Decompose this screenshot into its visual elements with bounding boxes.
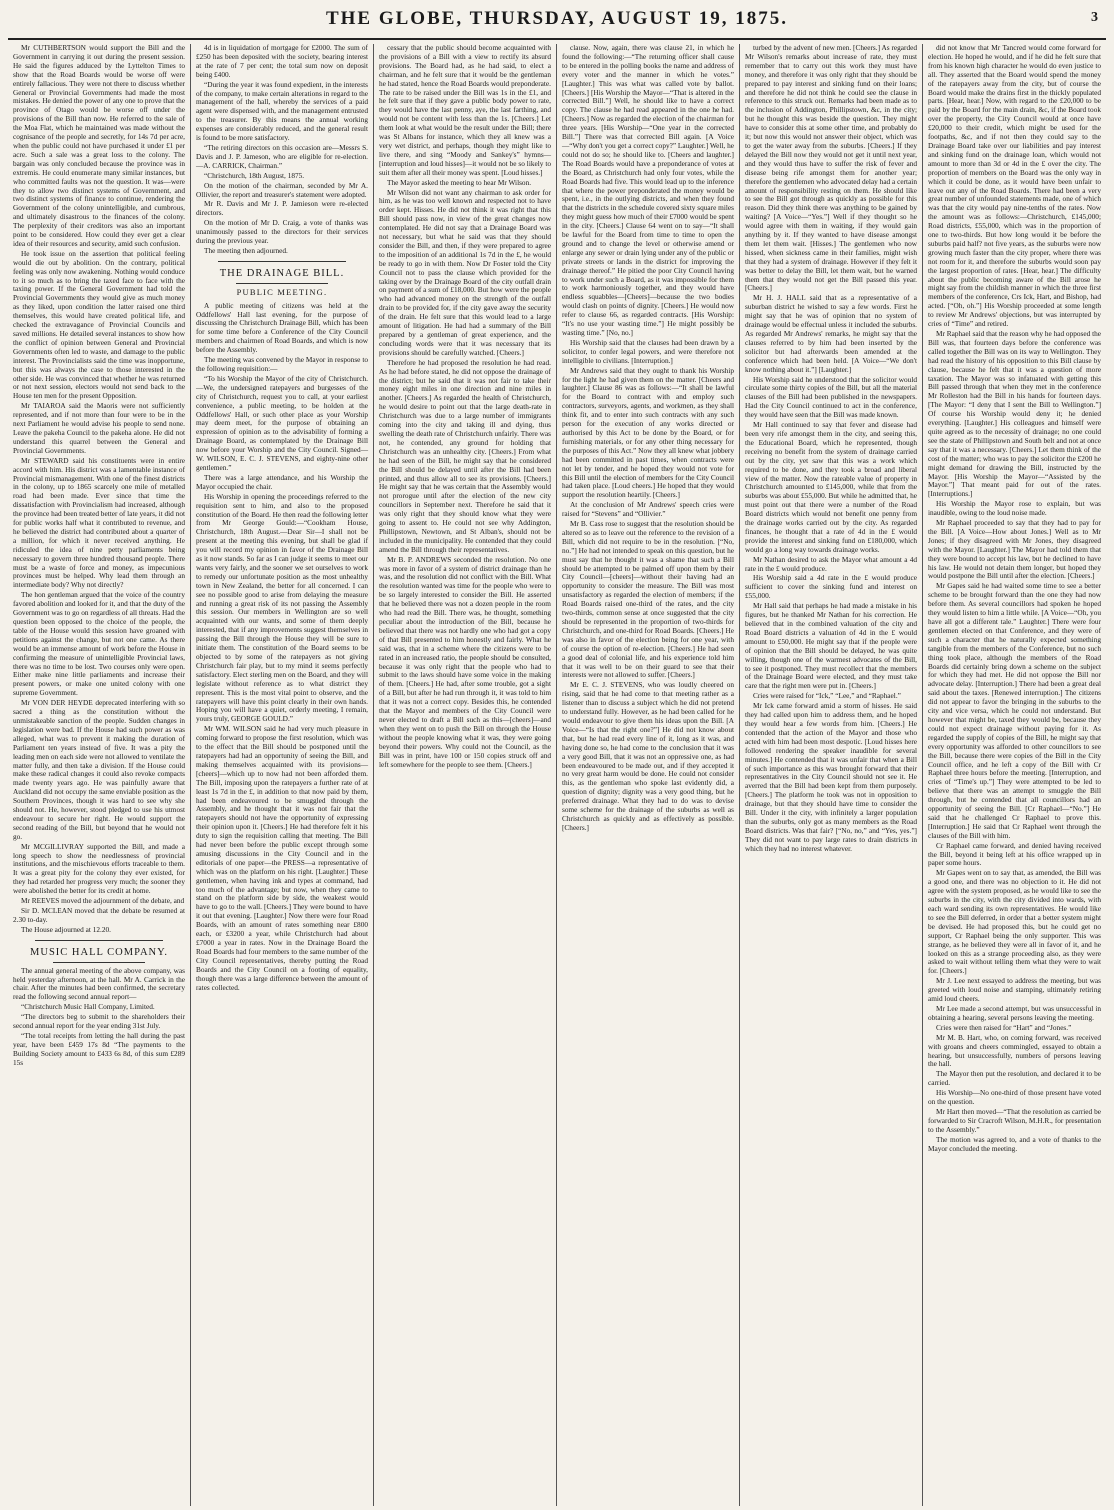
paragraph: His Worship—No one-third of those present have voted on the question.: [928, 1088, 1101, 1107]
paragraph: Therefore he had proposed the resolution he had read. As he had before stated, he did not oppose the drainage of the district; but he said that it was not fair to take their money eight miles in one direction and nine miles in another. [Cheers.] As regarded the health of Christchurch, he would desire to point out that the large death-rate in Christchurch was due to a large number of immigrants coming into the city and taking ill and dying, thus swelling the death rate of Christchurch unfairly. There was not, he contended, any ground for holding that Christchurch was an unhealthy city. [Cheers.] From what he had seen of the Bill, he might say that he considered the Bill should be delayed until after the Bill had been printed, and thus allow all to see its provisions. [Cheers.] He might say that he was certain that the Assembly would not prorogue until after the election of the new city councillors in September next. Therefore he said that it was only right that they should know what they were going to assent to. He could not see why Addington, Phillipstown, Newtown, and St Alban's, should not be included in the municipality. He contended that they could amend the Bill through their representatives.: [379, 357, 551, 554]
paragraph: Mr Raphael said that the reason why he had opposed the Bill was, that fourteen days before the conference was called together the Bill was on its way to Wellington. They had read the history of his opposition to this Bill clause by clause, because he felt that it was a question of more taxation. The Mayor was so infatuated with getting this Bill passed through that when they met in the conference Mr Rolleston had the Bill in his hands for fourteen days. [The Mayor: “I deny that I sent the Bill to Wellington.”] Of course his Worship would deny it; he denied everything. [Laughter.] His colleagues and himself were quite agreed as to the necessity of drainage; no one could see the state of Phillipstown and South belt and not at once say that it was a necessary. [Cheers.] Let them think of the cost of the matter; who was to pay the solicitor the £200 he might demand for drawing the Bill, instructed by the Mayor. [His Worship the Mayor—“Assisted by the Mayor.”] That meant paid for out of the rates. [Interruptions.]: [928, 329, 1101, 499]
paragraph: Mr Hall said that perhaps he had made a mistake in his figures, but he thanked Mr Nathan for his correction. He believed that in the combined valuation of the city and Road Board districts a valuation of 4d in the £ would amount to £50,000. He might say that if the people were of opinion that the Bill should be delayed, he was quite willing, though one of the warmest advocates of the Bill, to see it postponed. They must recollect that the members of the Drainage Board were elected, and they must take care that the right men were put in. [Cheers.]: [745, 601, 917, 691]
drainage-bill-article-continued: [379, 44, 551, 769]
newspaper-columns: [8, 44, 1106, 1506]
column-3: [374, 44, 557, 1506]
paragraph: Mr Gapes went on to say that, as amended, the Bill was a good one, and there was no objection to it. He did not agree with the system proposed, as he would like to see the suburbs in the city, with the city divided into wards, with each ward sending its own representatives. He would like to see the Bill deferred, in order that a better system might be devised. He had proposed this, but he could get no support, Cr Raphael being the only supporter. This was strange, as he believed they were all in favor of it, and he looked on this as a strange proceeding also, as they were asked to wait without telling them what they were to wait for. [Cheers.]: [928, 868, 1101, 976]
paragraph: “The total receipts from letting the hall during the past year, have been £459 17s 8d “The payments to the Building Society amount to £433 6s 8d, of this sum £289 15s: [13, 1030, 185, 1067]
paragraph: Mr CUTHBERTSON would support the Bill and the Government in carrying it out during the present session. He said the figures adduced by the Lyttelton Times to show that the Road Boards would be worse off were entirely fallacious. They were not there to discuss whether General or Provincial Governments had made the most mistakes. He denied the power of any one to prove that the province of Otago would be worse off under the provisions of the Bill than now. He referred to the sale of the Moa Flat, which he maintained was made without the cognisance of the people and secretly, for 14s 7d per acre, when the public could not have purchased it under £1 per acre. Such a sale was a great loss to the colony. The bargain was only concluded because the province was in extremis. He could enumerate many similar instances, but who committed faults was not the question. It was—were they to allow two distinct systems of Government, and two distinct systems of finance to continue, rendering the Government of the colony unintelligible, and cumbrous, and ultimately disastrous to the finances of the colony. The perplexity of their creditors was also an important point to be considered. How could they ever get a clear idea of their resources and security, amid such confusion.: [13, 44, 185, 248]
paragraph: The Mayor then put the resolution, and declared it to be carried.: [928, 1069, 1101, 1088]
drainage-bill-heading: THE DRAINAGE BILL.: [219, 267, 345, 279]
music-hall-heading: MUSIC HALL COMPANY.: [30, 946, 168, 958]
paragraph: Mr R. Davis and Mr J. P. Jamieson were re-elected directors.: [196, 199, 368, 218]
paragraph: The hon gentleman argued that the voice of the country favored abolition and looked for it, and that the duty of the Government was to go on regardless of all threats. Had the question been opposed to the choice of the people, the table of the House would this session have groaned with petitions against the change, but not one came. As there would be an immense amount of work before the House in confirming the measure of unintelligible Provincial laws, there was no time to be lost. Two courses only were open. Either make nine little parliaments and increase their present powers, or make one united colony with one supreme Government.: [13, 590, 185, 698]
paragraph: Mr M. B. Hart, who, on coming forward, was received with groans and cheers commingled, essayed to obtain a hearing, but unsuccessfully, numbers of persons leaving the hall.: [928, 1032, 1101, 1069]
paragraph: Mr Hart then moved—“That the resolution as carried be forwarded to Sir Cracroft Wilson, M.H.R., for presentation to the Assembly.”: [928, 1106, 1101, 1134]
paragraph: There was a large attendance, and his Worship the Mayor occupied the chair.: [196, 472, 368, 491]
drainage-bill-article-continued: [928, 44, 1101, 1153]
drainage-bill-article: [196, 302, 368, 993]
column-2: [191, 44, 374, 1506]
paragraph: Mr VON DER HEYDE deprecated interfering with so sacred a thing as the constitution without the unmistakeable sanction of the people. Sudden changes in legislation were bad. If the House had such power as was alleged, what was to prevent it making the duration of Parliament ten years instead of five. It was a pity the leading men on each side were not allowed to ventilate the matter fully, and then take a division. If the House could make these radical changes it could also revoke compacts made twenty years ago. He was painfully aware that Auckland did not occupy the same enviable position as the Southern Provinces, though it was hard to see why she should not. He, however, stood pledged to use his utmost endeavour to secure her right. He would support the second reading of the Bill, but beyond that he would not go.: [13, 698, 185, 841]
section-rule: [35, 940, 163, 941]
heading-rule: [236, 283, 328, 284]
paragraph: His Worship in opening the proceedings referred to the requisition sent to him, and also to the proposed constitution of the Board. He then read the following letter from Mr George Gould:—“Cookham House, Christchurch, 18th August.—Dear Sir—I shall not be present at the meeting this evening, but shall be glad if you will record my opinion in favor of the Drainage Bill as it now stands. So far as I can judge it seems to meet our wants very fairly, and the sooner we set ourselves to work to remedy our unfortunate position as the most unhealthy town in New Zealand, the better for all concerned. I can see no possible good to arise from delaying the measure and running a great risk of its not passing the Assembly this session. Our members in Wellington are so well acquainted with our wants, and some of them deeply interested, that if any improvements suggest themselves in passing the Bill through the House they will be sure to initiate them. The constitution of the Board seems to be objected to by some of the ratepayers as not giving Christchurch fair play, but to my mind it seems perfectly satisfactory. Elect sterling men on the Board, and they will legislate without reference as to what district they represent. This is the most vital point to observe, and the ratepayers will have this point clearly in their own hands. Hoping you will have a quiet, orderly meeting, I remain, yours truly, GEORGE GOULD.”: [196, 491, 368, 724]
page-number: 3: [1091, 10, 1098, 25]
paragraph: Cr Raphael came forward, and denied having received the Bill, beyond it being left at his office wrapped up in paper some hours.: [928, 840, 1101, 868]
paragraph: His Worship said he understood that the solicitor would circulate some thirty copies of the Bill, but all the material clauses of the Bill had been published in the newspapers. Had the City Council continued to act in the conference, they would have seen that the Bill was made known.: [745, 374, 917, 420]
paragraph: Mr H. J. HALL said that as a representative of a suburban district he wished to say a few words. First he might say that he was of opinion that no system of drainage would be effectual unless it included the suburbs. As regarded Mr Andrews' remarks, he might say that the clauses referred to by him had been inserted by the solicitor but had afterwards been amended at the conference which had been held. [A Voice—“We don't know nothing about it.”] [Laughter.]: [745, 293, 917, 374]
paragraph: Mr Wilson did not want any chairman to ask order for him, as he was too well known and respected not to have order kept. Hisses. He did not think it was right that this Bill should pass now, in view of the great changes now contemplated. He did not say that a Drainage Board was not necessary, but what he said was that they should consider the Bill, and then, if they were prepared to agree to the imposition of an additional 1s 7d in the £, he would be ready to go in with them. Now Dr Foster told the City Council not to pass the clause which provided for the taking over by the Drainage Board of the city outfall drain on payment of a sum of £18,000. But how were the people who had advanced money on the strength of the outfall drain to be provided for, if the city gave away the security of the drain. He felt sure that this would lead to a large amount of litigation. He had had a summary of the Bill prepared by a gentleman of great experience, and the concluding words were that it was necessary that its provisions should be carefully watched. [Cheers.]: [379, 187, 551, 357]
heading-rule: [53, 962, 145, 963]
column-6: [923, 44, 1106, 1506]
paragraph: The meeting then adjourned.: [204, 245, 288, 255]
paragraph: “Christchurch Music Hall Company, Limited.: [21, 1002, 155, 1012]
paragraph: He took issue on the assertion that political feeling would die out by abolition. On the contrary, political feeling was only now awakening. Nothing would conduce to it so much as to bring the taxed face to face with the taxing power. If the General Government had told the Provincial Governments they would give as much money as they liked, upon condition the latter raised one third themselves, this would have created political life, and checked the extravagance of Provincial Councils and saved millions. He detailed several instances to show how the conflict of opinion between General and Provincial Governments often led to waste, and damage to the public interest. The Provincialists said the time was inopportune, but this was always the case to those interested in the other side. He was convinced that whether he was returned or not next session, electors would not send back to the House ten men for the present Opposition.: [13, 248, 185, 401]
paragraph: On the motion of the chairman, seconded by Mr A. Ollivier, the report and treasurer's statement were adopted.: [196, 180, 368, 199]
paragraph: His Worship said that the clauses had been drawn by a solicitor, to confer legal powers, and were therefore not intelligible to civilians. [Interruption.]: [562, 337, 734, 365]
paragraph: cessary that the public should become acquainted with the provisions of a Bill with a view to rectify its absurd provisions. The Board had, as he had said, to elect a chairman, and he felt sure that it would be the gentleman he had stated, hence the Road Boards would preponderate. The rate to be raised under the Bill was 1s in the £1, and he felt sure that if they gave a public body power to rate, they would have the last penny, aye, the last farthing, and would not be content with less than the 1s. [Cheers.] Let them look at what would be the result under the Bill; there was St Albans for instance, which they all knew was a very wet district, and perhaps, though they might like to live there, and sing “Moody and Sankey's” hymns—[interruption and loud hisses]—it would not be so likely to suit them after all their money was spent. [Loud hisses.]: [379, 44, 551, 177]
paragraph: Cries were raised for “Ick,” “Lee,” and “Raphael.”: [753, 691, 901, 701]
paragraph: “To his Worship the Mayor of the city of Christchurch.—We, the undersigned ratepayers and burgesses of the city of Christchurch, request you to call, at your earliest convenience, a public meeting, to be holden at the Oddfellows' Hall, or such other place as your Worship may deem meet, for the purpose of obtaining an expression of opinion as to the advisability of forming a Drainage Board, as contemplated by the Drainage Bill now before your Worship and the City Council. Signed—W. WILSON, E. C. J. STEVENS, and eighty-nine other gentlemen.”: [196, 373, 368, 472]
paragraph: Sir D. MCLEAN moved that the debate be resumed at 2.30 to-day.: [13, 906, 185, 924]
paragraph: Mr WM. WILSON said he had very much pleasure in coming forward to propose the first resolution, which was to the effect that the Bill should be postponed until the ratepayers had had an opportunity of seeing the Bill, and making themselves acquainted with its provisions—[cheers]—which up to now had not been afforded them. The Bill, imposing upon the ratepayers a further rate of at least 1s 7d in the £, in addition to that now paid by them, had been endeavoured to be smuggled through the Assembly, and he thought that it was not fair that the ratepayers should not have the opportunity of expressing their opinion upon it. [Cheers.] He had therefore felt it his duty to sign the requisition calling that meeting. The Bill had never been before the public except through some amusing discussions in the City Council and in the editorials of one paper—the PRESS—a representative of which was on the platform on his right. [Laughter.] These gentlemen, when having ink and types at command, had too much of the advantage; but now, when they came to stand on the platform side by side, the weakest would have to go to the wall. [Cheers.] They were bound to have it out that evening. [Laughter.] Now there were four Road Boards, with an amount of rates something near £800 each, or £3200 a year, while Christchurch had about £7000 a year in rates. Now in the Drainage Board the Road Boards had four members to the same number of the City Council representatives, thereby putting the Road Boards and the City Council on a footing of equality, though there was a large difference between the amount of rates collected.: [196, 724, 368, 992]
paragraph: Mr TAIAROA said the Maoris were not sufficiently represented, and if not more than four were to be in the next Parliament he would advise his people to send none. Leave the pakeha Council to the pakeha alone. He did not understand this quarrel between the General and Provincial Governments.: [13, 401, 185, 455]
masthead-rule: [8, 38, 1106, 40]
paragraph: Mr Hall continued to say that fever and disease had been very rife amongst them in the city, and seeing this, the Educational Board, which he represented, though receiving no benefit from the system of drainage carried out by the city, yet saw that this was a work which required to be done, and they took a broad and liberal view of the matter. Now the rateable value of property in Christchurch amounted to £145,000, while that from the suburbs was about £55,000. But while he admitted that, he must point out that there were a number of the Road Board districts which would not benefit one penny from the drainage works carried out by the city. As regarded finances, he thought that a rate of 4d in the £ would provide the interest and sinking fund on £180,000, which would go a long way towards drainage works.: [745, 420, 917, 554]
newspaper-title: THE GLOBE, THURSDAY, AUGUST 19, 1875.: [325, 8, 789, 29]
paragraph: Mr MCGILLIVRAY supported the Bill, and made a long speech to show the needlessness of provincial institutions, and the mischievous efforts traceable to them. It was a great pity for the colony they ever existed, for they had retarded her progress very much; the sooner they were abolished the better for its credit at home.: [13, 841, 185, 896]
paragraph: On the motion of Mr D. Craig, a vote of thanks was unanimously passed to the directors for their services during the previous year.: [196, 218, 368, 246]
paragraph: “The directors beg to submit to the shareholders their second annual report for the year ending 31st July.: [13, 1012, 185, 1031]
paragraph: Cries were then raised for “Hart” and “Jones.”: [936, 1022, 1072, 1032]
paragraph: Mr REEVES moved the adjournment of the debate, and: [21, 896, 185, 906]
paragraph: The meeting was convened by the Mayor in response to the following requisition:—: [196, 355, 368, 373]
paragraph: 4d is in liquidation of mortgage for £2000. The sum of £250 has been deposited with the society, bearing interest at the rate of 7 per cent; the total sum now on deposit being £400.: [196, 44, 368, 79]
paragraph: did not know that Mr Tancred would come forward for election. He hoped he would, and if he did he felt sure that from his known high character he would do even justice to all. They asserted that the Board would spend the money of the ratepayers away from the city, but of course the Board would make the drains first in the thickly populated parts. [Hear, hear.] Now, with regard to the £20,000 to be paid by the Board for the main drain, &c, if the Board took over the property, the City Council would at once have £20,000 to their credit, which might be used for the footpaths, &c, and if not then they could say to the Drainage Board take over our liabilities and pay interest and sinking fund on the drainage loan, which would not amount to more than 3d or 4d in the £ over the city. The proportion of members on the Board was the only way in which it could be done, as it would have been unfair to leave out any of the Road Boards. There had been a very great number of unfounded statements made, one of which was that the city would pay nine-tenths of the rates. Now the amount was as follows:—Christchurch, £145,000; Road districts, £55,000, which was in the proportion of one to two-thirds. But how long would it be before the suburbs paid half? not five years, as the suburbs were now growing much faster than the city proper, where there was not room for it, and therefore the suburbs would soon pay the largest proportion of rates. [Hear, hear.] The difficulty about the public becoming aware of the Bill arose he might say from the childish manner in which the three first members of the conference, Crs Ick, Hart, and Bishop, had acted. [“Oh, oh.”] His Worship proceeded at some length to review Mr Andrews' objections, but was interrupted by cries of “Time” and retired.: [928, 44, 1101, 329]
drainage-bill-article-continued: [562, 44, 734, 833]
paragraph: Mr Raphael proceeded to say that they had to pay for the Bill. [A Voice—How about Jones.] Well as to Mr Jones; if they disagreed with Mr Jones, they disagreed with the Mayor. [Laughter.] The Mayor had told them that they were bound to accept his law, but he declined to have his law. He would not detain them longer, but hoped they would postpone the Bill until after the election. [Cheers.]: [928, 518, 1101, 581]
drainage-bill-article-continued: [745, 44, 917, 854]
paragraph: Mr Lee made a second attempt, but was unsuccessful in obtaining a hearing, several persons leaving the meeting.: [928, 1003, 1101, 1022]
paragraph: Mr E. C. J. STEVENS, who was loudly cheered on rising, said that he had come to that meeting rather as a listener than to discuss a subject which he did not pretend to understand fully. However, as he had been called for he would endeavour to give them his ideas upon the Bill. [A Voice—“Is that the right one?”] He did not know about that, but he had read every line of it, long as it was, and having done so, he had come to the conclusion that it was a very good Bill, that it was not an oppressive one, as had been endeavoured to be made out, and if they accepted it no very great harm would be done. He could not consider this, as the gentleman who spoke last evidently did, a question of dignity; dignity was a very good thing, but he preferred drainage. What they had to do was to devise some scheme for the drainage of the suburbs as well as Christchurch as quickly and as effectively as possible. [Cheers.]: [562, 680, 734, 832]
paragraph: The House adjourned at 12.20.: [21, 924, 111, 934]
paragraph: At the conclusion of Mr Andrews' speech cries were raised for “Stevens” and “Ollivier.”: [562, 500, 734, 519]
paragraph: Mr Nathan desired to ask the Mayor what amount a 4d rate in the £ would produce.: [745, 554, 917, 573]
column-4: [557, 44, 740, 1506]
music-hall-article-continued: [196, 44, 368, 256]
column-1: [8, 44, 191, 1506]
paragraph: Mr Andrews said that they ought to thank his Worship for the light he had given them on the matter. [Cheers and laughter.] Clause 86 was as follows:—“It shall be lawful for the Board to contract with and employ such contractors, surveyors, agents, and workmen, as they shall think fit, and to enter into such contracts with any such person for the execution of any works directed or authorised by this Act to be done by the Board, or for furnishing materials, or for any other thing necessary for the purposes of this Act.” Now they all knew what jobbery had been committed in past times, when contracts were not let by tender, and he hoped they would not vote for this Bill until the election of members for the City Council had taken place. [Loud cheers.] He hoped that they would support the resolution heartily. [Cheers.]: [562, 365, 734, 500]
section-rule: [218, 261, 346, 262]
paragraph: The annual general meeting of the above company, was held yesterday afternoon, at the hall. Mr A. Carrick in the chair. After the minutes had been confirmed, the secretary read the following second annual report—: [13, 965, 185, 1002]
paragraph: “The retiring directors on this occasion are—Messrs S. Davis and J. P. Jameson, who are eligible for re-election.—A. CARRICK, Chairman.”: [196, 142, 368, 170]
paragraph: Mr Gapes said he had waited some time to see a better scheme to be brought forward than the one they had now before them. As several councillors had spoken he hoped they would listen to him a little while. [A Voice—“Oh, you have all got a different tale.” Laughter.] There were four gentlemen elected on that Conference, and they were of such a character that he naturally expected something tangible from the members of the Conference, but no such thing took place, although the members of the Road Boards did certainly bring down a scheme on the subject for which they had met. He did not oppose the Bill nor advocate delay. [Interruption.] There had been a great deal said about the taxes. [Renewed interruption.] The citizens did not appear to favor the bringing in the suburbs to the city and vice versa, which he could not understand. But however that might be, taxed they would be, because they could not expect drainage without paying for it. As regarded the supply of copies of the Bill, he might say that every opportunity was afforded to other councillors to see the Bill, because there were copies of the Bill in the City Council office, and he left a copy of the Bill with Cr Raphael three hours before the meeting. [Interruption, and cries of “Time's up.”] They were attempted to be led to believe that there was an attempt to smuggle the Bill through, but he contended that all councillors had an opportunity of seeing the Bill. [Cr Raphael—“No.”] He said that he challenged Cr Raphael to prove this. [Interruption.] He said that Cr Raphael went through the clauses of the Bill with him.: [928, 581, 1101, 840]
paragraph: The Mayor asked the meeting to hear Mr Wilson.: [387, 177, 532, 187]
paragraph: Mr J. Lee next essayed to address the meeting, but was greeted with loud noise and stamping, ultimately retiring amid loud cheers.: [928, 976, 1101, 1004]
paragraph: “Christchurch, 18th August, 1875.: [204, 170, 305, 180]
paragraph: Mr B. P. ANDREWS seconded the resolution. No one was more in favor of a system of district drainage than he was, and the resolution did not conflict with the Bill. What the resolution wanted was time for the people who were to be so largely interested to consider the Bill. He asserted that he believed there was not a dozen people in the room who had read the Bill. There was, he thought, something peculiar about the introduction of the Bill, because he believed that there was not hardly one who had got a copy of that Bill presented to him honestly and fairly. What he said was, that in a scheme where the citizens were to be rated in an increased ratio, the people should be consulted, because it was only right that the people who had to submit to the laws should have some voice in the making of them. [Cheers.] He had, after some trouble, got a sight of a Bill, but after he had run through it, it was told to him that it was not a correct copy. Besides this, he contended that the Mayor and members of the City Council were never elected to draft a Bill such as this—[cheers]—and when they went on to push the Bill on through the House without the people knowing what it was, they were going beyond their powers. Why could not the Council, as the Bill was in print, have 100 or 150 copies struck off and left somewhere for the people to see them. [Cheers.]: [379, 554, 551, 769]
paragraph: Mr STEWARD said his constituents were in entire accord with him. His district was a lamentable instance of Provincial mismanagement. With one of the finest districts in the colony, up to 1865 scarcely one mile of metalled road had been made. Ever since that time the dissatisfaction with Provincialism had increased, although the province had been treated better of late years, it did not for public works half what it contributed to revenue, and he believed the district had contributed about a quarter of a million, for which it never received anything. He ridiculed the idea of nine petty parliaments being necessary to govern three hundred thousand people. There must be a waste of force and money, as impecunious provinces must be helped. Why lead them through an intermediate body? Why not directly?: [13, 455, 185, 590]
paragraph: His Worship said a 4d rate in the £ would produce sufficient to cover the sinking fund and interest on £55,000.: [745, 573, 917, 601]
paragraph: A public meeting of citizens was held at the Oddfellows' Hall last evening, for the purpose of discussing the Christchurch Drainage Bill, which has been for some time before a Conference of the City Council members and chairmen of Road Boards, and which is now before the Assembly.: [196, 300, 368, 355]
paragraph: The motion was agreed to, and a vote of thanks to the Mayor concluded the meeting.: [928, 1134, 1101, 1153]
music-hall-article: [13, 967, 185, 1068]
parliament-report: [13, 44, 185, 935]
paragraph: “During the year it was found expedient, in the interests of the company, to make certain alterations in regard to the management of the hall, whereby the services of a paid agent were dispensed with, and the management entrusted to the treasurer. By this means the annual working expenses are considerably reduced, and the general result is found to be more satisfactory.: [196, 79, 368, 143]
paragraph: His Worship the Mayor rose to explain, but was inaudible, owing to the loud noise made.: [928, 499, 1101, 518]
paragraph: clause. Now, again, there was clause 21, in which he found the following:—“The returning officer shall cause to be entered in the polling books the name and address of every voter and the manner in which he votes.” [Laughter.] This was what was called vote by ballot. [Cheers.] [His Worship the Mayor—“That is altered in the corrected Bill.”] Well, he should like to have a correct copy. The clause he had read appeared in the one he had. [Cheers.] Now as regarded the election of the chairman for three years. [His Worship—“One year in the corrected Bill.”] There was that corrected Bill again. [A Voice—“Why don't you get a correct copy?” Laughter.] Well, he could not do so; he should like to. [Cheers and laughter.] The Road Boards would have a preponderance of votes at the Board, as Christchurch had only four votes, while the Road Boards had five. This would lead up to the inference that where the power preponderated the money would be spent, i.e., in the outlying districts, and when they found that the districts in the schedule covered sixty square miles they might guess how much of their £7000 would be spent in the city. [Cheers.] Clause 64 went on to say—“It shall be lawful for the Board from time to time to open the ground and to change the level or otherwise amend or enlarge any sewer or drain lying under any of the public or private streets or lands in the district for improving the drainage thereof.” He pitied the poor City Council having to work under such a Board, as it was impossible for them to work harmoniously together, and they would have endless squabbles—[Cheers]—because the two bodies would clash on points of dignity. [Cheers.] He would now refer to clause 66, as regarded contracts. [His Worship: “It's no use your wasting time.”] He might possibly be wasting time.” [No, no.]: [562, 44, 734, 337]
column-5: [740, 44, 923, 1506]
paragraph: Mr Ick came forward amid a storm of hisses. He said they had called upon him to address them, and he hoped they would hear a few words from him. [Cheers.] He contended that the action of the Mayor and those who acted with him had been most despotic. [Loud hisses here followed rendering the speaker inaudible for several minutes.] He contended that it was unfair that when a Bill of such importance as this was brought forward that their representatives in the City Council should not see it. He averred that the Bill had been kept from them purposely. [Cheers.] The platform he took was not in opposition to drainage, but that they should have time to consider the Bill. Under it the city, with infinitely a larger population than the suburbs, only got as many members as the Road Board districts. Was that fair? [“No, no,” and “Yes, yes.”] They did not want to pay large rates to drain districts in which they had no interest whatever.: [745, 701, 917, 853]
drainage-bill-subheading: PUBLIC MEETING.: [236, 286, 328, 297]
paragraph: Mr B. Cass rose to suggest that the resolution should be altered so as to leave out the reference to the revision of a Bill, which did not require to be in the resolution. [“No, no.”] He had not intended to speak on this question, but he must say that he thought it was a shame that such a Bill should be attempted to be palmed off upon them by their City Council—[cheers]—without their having had an opportunity to consider the measure. The Bill was most unsatisfactory as regarded the election of members; if the Road Boards raised one-third of the rates, and the city two-thirds, common sense at once suggested that the city should be represented in the proportion of two-thirds for Christchurch, and one-third for Road Boards. [Cheers.] He was also in favor of the election being for one year, with of course the option of re-election. [Cheers.] He had seen a good deal of colonial life, and his experience told him that it was well to be on their guard to see that their interests were not allowed to suffer. [Cheers.]: [562, 519, 734, 680]
paragraph: turbed by the advent of new men. [Cheers.] As regarded Mr Wilson's remarks about increase of rate, they must remember that to carry out this work they must have money, and therefore it was only right that they should be prepared to pay interest and sinking fund on their loans; and therefore he did not think he could see the clause in reference to this struck out. Remarks had been made as to the inclusion of Addington, Phillipstown, &c, in the city; but he thought this was beside the question. They might have to consider this at some other time, and probably do it; but now this would not answer their object, which was to get the water away from the suburbs. [Cheers.] If they delayed the Bill now they would not get it until next year, and they would thus have to suffer the risk of fever and disease being rife amongst them for another year; therefore the gentlemen who advocated delay had a certain amount of responsibility resting on them. He should like to see the Bill got through as quickly as possible for this reason. Did they think there was anything to be gained by waiting? [A Voice—“Yes.”] Well if they thought so he would agree with them in waiting, if they would gain anything by it. If they wanted to have disease amongst them let them wait. [Hisses.] The gentlemen who now hissed, when sickness came in their families, might wish that they had a system of drainage. However if they felt it was better to delay the Bill, let them wait, but he warned them that they would not get the Bill passed this year. [Cheers.]: [745, 44, 917, 293]
